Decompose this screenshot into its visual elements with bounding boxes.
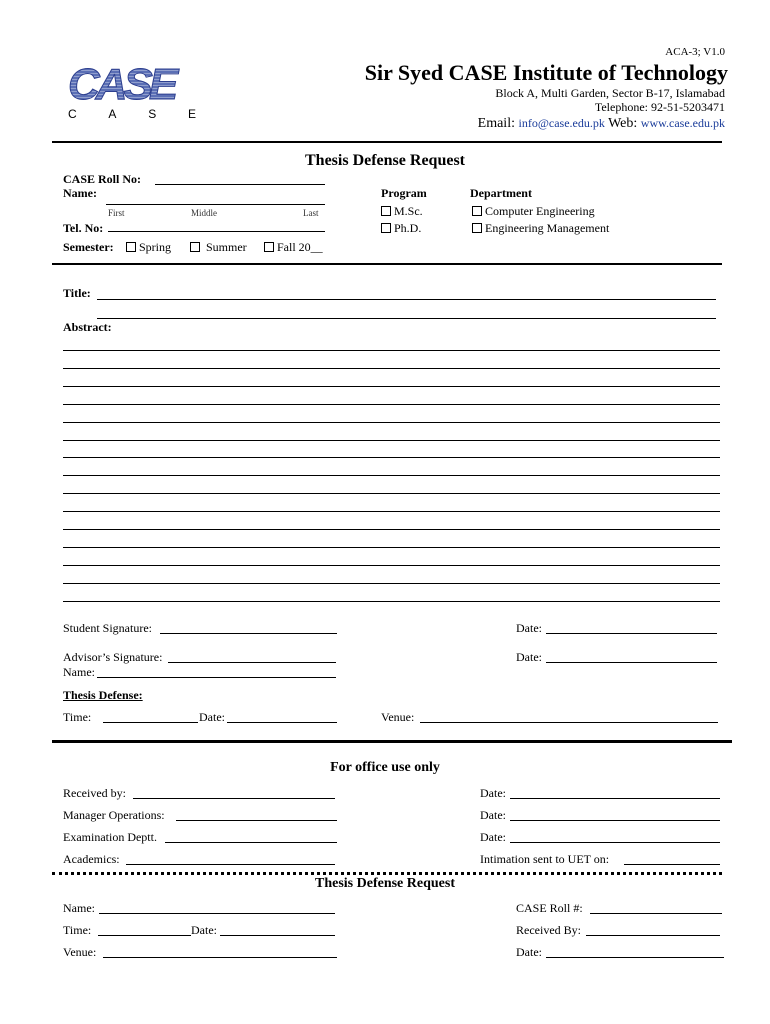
slip-name-field[interactable]: [99, 913, 335, 914]
abstract-label: Abstract:: [63, 320, 112, 334]
slip-time-field[interactable]: [98, 935, 191, 936]
office-row-right: Date:: [480, 808, 506, 822]
abstract-line[interactable]: [63, 529, 720, 530]
abstract-line[interactable]: [63, 583, 720, 584]
checkbox-icon[interactable]: [472, 206, 482, 216]
form-title: Thesis Defense Request: [305, 152, 465, 169]
office-divider: [52, 740, 732, 743]
manager-date-field[interactable]: [510, 820, 720, 821]
semester-row: [63, 240, 114, 255]
cut-line: [52, 872, 722, 875]
examination-date-field[interactable]: [510, 842, 720, 843]
time-field[interactable]: [103, 722, 198, 723]
office-row-left: Received by:: [63, 786, 126, 800]
time-label: Time:: [63, 710, 92, 724]
office-row-left: Examination Deptt.: [63, 830, 157, 844]
program-phd[interactable]: Ph.D.: [381, 221, 421, 236]
slip-venue-field[interactable]: [103, 957, 337, 958]
department-em[interactable]: Engineering Management: [472, 221, 609, 236]
abstract-line[interactable]: [63, 565, 720, 566]
name-last-hint: Last: [303, 208, 319, 218]
logo-letters: [68, 107, 196, 121]
logo-letter: E: [187, 107, 196, 121]
slip-date-field[interactable]: [220, 935, 335, 936]
web-link[interactable]: www.case.edu.pk: [640, 116, 725, 130]
contact-line: [478, 116, 725, 132]
department-ce[interactable]: Computer Engineering: [472, 204, 595, 219]
defense-date-field[interactable]: [227, 722, 337, 723]
tel-field[interactable]: [108, 231, 325, 232]
student-signature-label: Student Signature:: [63, 621, 152, 635]
email-label: Email:: [477, 116, 515, 131]
semester-summer[interactable]: Summer: [190, 240, 247, 255]
venue-label: Venue:: [381, 710, 415, 724]
office-row-left: Academics:: [63, 852, 120, 866]
program-label: Program: [381, 186, 427, 200]
slip-received-field[interactable]: [586, 935, 720, 936]
student-date-label: Date:: [516, 621, 542, 635]
abstract-line[interactable]: [63, 350, 720, 351]
name-first-hint: First: [108, 208, 125, 218]
email-link[interactable]: info@case.edu.pk: [518, 116, 605, 130]
abstract-line[interactable]: [63, 547, 720, 548]
abstract-line[interactable]: [63, 404, 720, 405]
slip-date-label: Date:: [191, 923, 217, 937]
name-middle-hint: Middle: [191, 208, 217, 218]
academics-field[interactable]: [126, 864, 335, 865]
advisor-date-label: Date:: [516, 650, 542, 664]
slip-time-label: Time:: [63, 923, 92, 937]
title-label: Title:: [63, 286, 91, 300]
abstract-line[interactable]: [63, 475, 720, 476]
advisor-date-field[interactable]: [546, 662, 717, 663]
header-divider: [52, 141, 722, 143]
slip-title: Thesis Defense Request: [315, 876, 455, 891]
manager-operations-field[interactable]: [176, 820, 337, 821]
office-row-right: Intimation sent to UET on:: [480, 852, 610, 866]
logo-letter: C: [68, 107, 77, 121]
svg-text:CASE: CASE: [68, 64, 175, 104]
title-field-line2[interactable]: [97, 318, 716, 319]
received-by-field[interactable]: [133, 798, 335, 799]
checkbox-icon[interactable]: [472, 223, 482, 233]
checkbox-icon[interactable]: [381, 206, 391, 216]
program-msc[interactable]: M.Sc.: [381, 204, 423, 219]
abstract-line[interactable]: [63, 493, 720, 494]
slip-name-label: Name:: [63, 901, 95, 915]
checkbox-icon[interactable]: [264, 242, 274, 252]
abstract-line[interactable]: [63, 422, 720, 423]
abstract-line[interactable]: [63, 368, 720, 369]
thesis-defense-label: Thesis Defense:: [63, 688, 143, 702]
received-date-field[interactable]: [510, 798, 720, 799]
slip-roll-label: CASE Roll #:: [516, 901, 583, 915]
web-label: Web:: [608, 116, 638, 131]
slip-venue-label: Venue:: [63, 945, 97, 959]
roll-label: CASE Roll No:: [63, 172, 142, 186]
defense-date-label: Date:: [199, 710, 225, 724]
abstract-line[interactable]: [63, 386, 720, 387]
advisor-signature-field[interactable]: [168, 662, 336, 663]
slip-date2-label: Date:: [516, 945, 542, 959]
roll-field[interactable]: [155, 184, 325, 185]
advisor-name-label: Name:: [63, 665, 95, 679]
student-date-field[interactable]: [546, 633, 717, 634]
slip-roll-field[interactable]: [590, 913, 722, 914]
student-signature-field[interactable]: [160, 633, 337, 634]
office-row-right: Date:: [480, 830, 506, 844]
examination-field[interactable]: [165, 842, 337, 843]
abstract-line[interactable]: [63, 511, 720, 512]
checkbox-icon[interactable]: [126, 242, 136, 252]
department-label: Department: [470, 186, 532, 200]
section-divider: [52, 263, 722, 265]
checkbox-icon[interactable]: [381, 223, 391, 233]
name-field[interactable]: [106, 204, 325, 205]
checkbox-icon[interactable]: [190, 242, 200, 252]
telephone: Telephone: 92-51-5203471: [594, 100, 725, 114]
semester-spring[interactable]: Spring: [126, 240, 171, 255]
abstract-line[interactable]: [63, 457, 720, 458]
intimation-date-field[interactable]: [624, 864, 720, 865]
slip-date2-field[interactable]: [546, 957, 724, 958]
venue-field[interactable]: [420, 722, 718, 723]
logo-letter: A: [108, 107, 117, 121]
institute-name: Sir Syed CASE Institute of Technology: [364, 60, 728, 85]
title-field-line1[interactable]: [97, 299, 716, 300]
semester-fall[interactable]: Fall 20__: [264, 240, 323, 255]
tel-label: Tel. No:: [63, 221, 104, 235]
office-title: For office use only: [330, 760, 440, 775]
abstract-line[interactable]: [63, 601, 720, 602]
advisor-name-field[interactable]: [97, 677, 336, 678]
semester-label: Semester:: [63, 240, 114, 254]
office-row-left: Manager Operations:: [63, 808, 165, 822]
slip-received-label: Received By:: [516, 923, 581, 937]
office-row-right: Date:: [480, 786, 506, 800]
address: Block A, Multi Garden, Sector B-17, Islamabad: [495, 86, 725, 100]
logo-letter: S: [148, 107, 157, 121]
case-logo: [66, 64, 198, 104]
abstract-line[interactable]: [63, 440, 720, 441]
name-label: Name:: [63, 186, 97, 200]
form-code: ACA-3; V1.0: [665, 46, 725, 58]
advisor-signature-label: Advisor’s Signature:: [63, 650, 163, 664]
